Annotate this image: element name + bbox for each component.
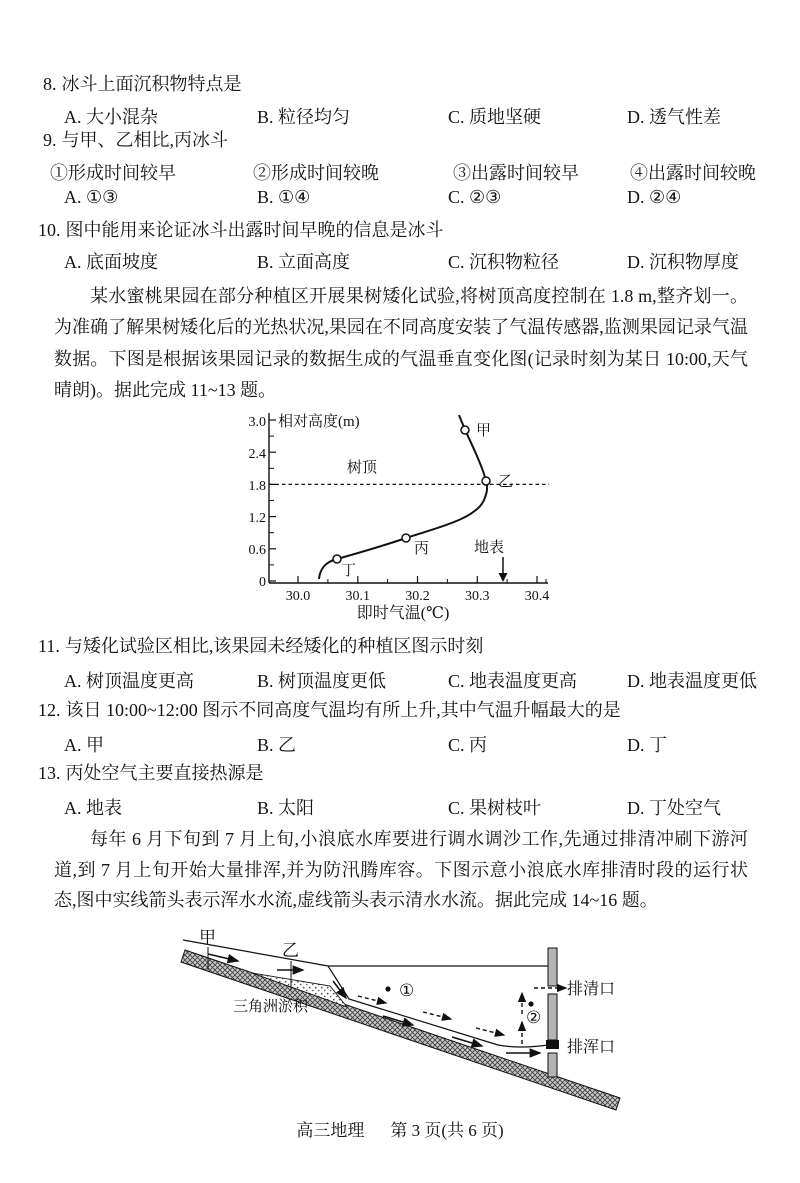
question-number: 12. [38,700,61,720]
option-d: D. 沉积物厚度 [627,252,739,272]
point-yi [482,477,490,485]
option-b: B. ①④ [257,187,311,207]
point-bing [402,534,410,542]
question-text: 图中能用来论证冰斗出露时间早晚的信息是冰斗 [65,220,444,240]
point-1-label: ① [399,981,415,1000]
statement-1: ①形成时间较早 [50,163,176,183]
question-8-stem [43,75,242,93]
option-a: A. 地表 [64,798,122,818]
point-yi-label: 乙 [498,474,514,490]
option-c: C. 地表温度更高 [448,671,578,691]
svg-text:30.3: 30.3 [465,589,490,604]
svg-text:3.0: 3.0 [248,415,266,430]
option-b: B. 粒径均匀 [257,107,351,127]
xiaolangdi-paragraph: 每年 6 月下旬到 7 月上旬,小浪底水库要进行调水调沙工作,先通过排清冲刷下游河道,到 7 月上旬开始大量排浑,并为防汛腾库容。下图示意小浪底水库排清时段的运行状态,图中实线箭头表示浑水水流,虚线箭头表示清水水流。据此完成 14~16 题。 [54,829,748,910]
question-text: 冰斗上面沉积物特点是 [61,74,242,94]
clear-outlet-label: 排清口 [567,981,616,998]
option-b: B. 树顶温度更低 [257,671,387,691]
treetop-label: 树顶 [347,460,378,476]
question-9-statements [0,159,800,183]
point-jia-label: 甲 [476,423,492,439]
temperature-profile-chart [240,405,560,623]
statement-3: ③出露时间较早 [453,163,579,183]
delta-label: 三角洲淤积 [233,999,309,1015]
surface-arrow-head [499,573,508,582]
question-10-stem [38,221,444,239]
option-c: C. ②③ [448,187,502,207]
question-11-options [0,667,800,691]
question-text: 与矮化试验区相比,该果园未经矮化的种植区图示时刻 [64,636,484,656]
footer-subject: 高三地理 [296,1121,365,1140]
dam-middle-section [548,994,557,1040]
question-11-stem [38,637,483,655]
option-c: C. 果树枝叶 [448,798,542,818]
dam-upper-section [548,948,557,986]
point-1-dot [385,986,390,991]
option-a: A. ①③ [64,187,119,207]
statement-4: ④出露时间较晚 [630,163,756,183]
option-b: B. 立面高度 [257,252,351,272]
option-c: C. 质地坚硬 [448,107,542,127]
turbid-current-boundary [328,966,548,1047]
svg-text:30.4: 30.4 [524,589,550,604]
turbid-outlet-label: 排浑口 [567,1039,616,1056]
question-number: 8. [43,74,57,94]
x-axis-label: 即时气温(℃) [356,605,450,622]
statement-2: ②形成时间较晚 [253,163,379,183]
y-tick-labels [249,415,267,590]
option-a: A. 树顶温度更高 [64,671,194,691]
svg-text:0: 0 [259,575,266,590]
y-axis-label: 相对高度(m) [278,414,360,430]
point-ding-label: 丁 [341,563,357,579]
question-9-options [0,187,800,207]
svg-text:30.1: 30.1 [345,589,371,604]
x-tick-labels [286,589,550,604]
footer-page-number: 第 3 页(共 6 页) [390,1121,504,1140]
question-13-stem [38,764,264,782]
option-b: B. 太阳 [257,798,315,818]
option-d: D. 地表温度更低 [627,671,757,691]
jia-label: 甲 [199,928,216,947]
point-ding [333,555,341,563]
option-d: D. 丁 [627,735,667,755]
question-10-options [0,248,800,272]
question-9-stem [43,131,228,149]
svg-text:1.8: 1.8 [248,479,266,494]
point-2-dot [528,1001,533,1006]
question-number: 9. [43,130,57,150]
point-2-label: ② [526,1008,542,1027]
point-bing-label: 丙 [414,541,430,557]
option-c: C. 丙 [448,735,488,755]
svg-text:1.2: 1.2 [248,511,266,526]
option-b: B. 乙 [257,735,297,755]
temperature-curve [319,415,487,579]
option-a: A. 底面坡度 [64,252,158,272]
question-13-options [0,794,800,818]
yi-label: 乙 [282,941,299,960]
dam-gate-block [546,1040,559,1049]
option-a: A. 甲 [64,735,104,755]
point-jia [461,426,469,434]
peach-orchard-paragraph: 某水蜜桃果园在部分种植区开展果树矮化试验,将树顶高度控制在 1.8 m,整齐划一。为准确了解果树矮化后的光热状况,果园在不同高度安装了气温传感器,监测果园记录气温数据。下图是根据该果园记录的数据生成的气温垂直变化图(记录时刻为某日 10:00,天气晴朗)。据此完成 11~13 题。 [54,286,748,400]
question-text: 丙处空气主要直接热源是 [65,763,264,783]
dam-lower-section [548,1053,557,1077]
svg-text:30.0: 30.0 [285,589,311,604]
option-d: D. 丁处空气 [627,798,721,818]
dam [546,948,559,1077]
svg-text:2.4: 2.4 [248,447,266,462]
option-c: C. 沉积物粒径 [448,252,560,272]
option-d: D. ②④ [627,187,682,207]
question-8-options [0,103,800,127]
reservoir-diagram [140,920,720,1112]
question-number: 11. [38,636,60,656]
question-number: 10. [38,220,61,240]
question-12-options [0,731,800,755]
question-text: 与甲、乙相比,丙冰斗 [61,130,228,150]
svg-text:0.6: 0.6 [248,543,266,558]
question-text: 该日 10:00~12:00 图示不同高度气温均有所上升,其中气温升幅最大的是 [65,700,621,720]
question-12-stem [38,701,621,719]
y-minor-ticks [269,436,274,565]
surface-label: 地表 [473,540,505,556]
option-a: A. 大小混杂 [64,107,158,127]
svg-text:30.2: 30.2 [405,589,430,604]
sensor-points [333,426,490,563]
question-number: 13. [38,763,61,783]
page-footer [0,1116,800,1141]
option-d: D. 透气性差 [627,107,721,127]
